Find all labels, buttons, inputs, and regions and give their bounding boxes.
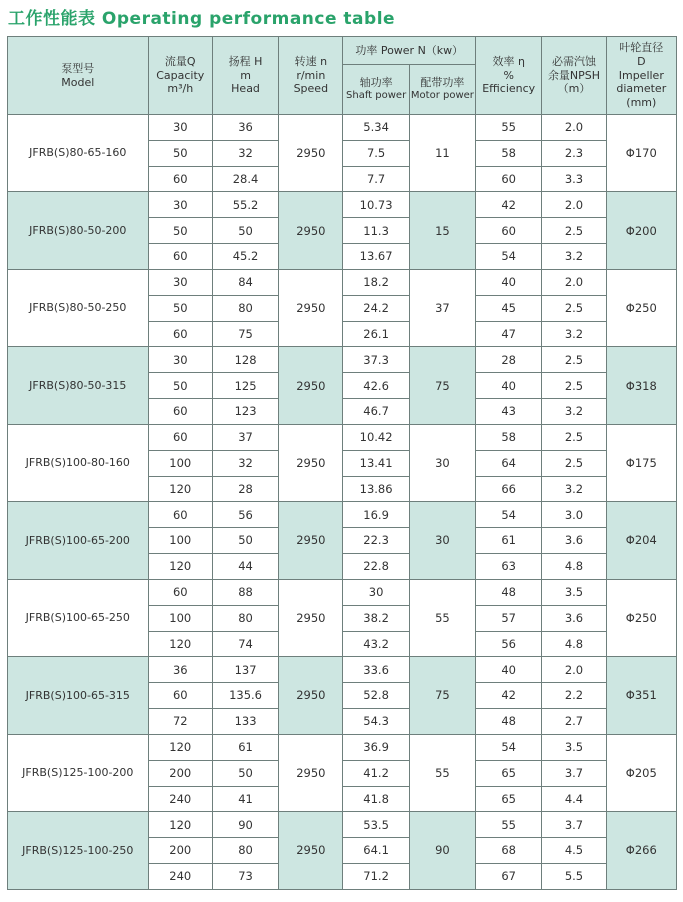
model-cell: JFRB(S)80-50-200 <box>8 192 149 269</box>
impeller-cell: Φ205 <box>606 734 676 811</box>
efficiency-cell: 65 <box>476 786 542 812</box>
motor-power-cell: 15 <box>409 192 475 269</box>
shaft-power-cell: 41.8 <box>343 786 409 812</box>
efficiency-cell: 42 <box>476 683 542 709</box>
header-impeller: 叶轮直径 D Impeller diameter (mm) <box>606 37 676 115</box>
efficiency-cell: 47 <box>476 321 542 347</box>
model-cell: JFRB(S)80-50-315 <box>8 347 149 424</box>
header-shaft-power: 轴功率 Shaft power <box>343 65 409 115</box>
npsh-cell: 2.2 <box>542 683 606 709</box>
speed-cell: 2950 <box>279 192 343 269</box>
impeller-cell: Φ170 <box>606 115 676 192</box>
table-row <box>8 192 677 218</box>
table-row <box>8 579 677 605</box>
efficiency-cell: 58 <box>476 424 542 450</box>
header-power: 功率 Power N（kw） <box>343 37 476 65</box>
shaft-power-cell: 42.6 <box>343 373 409 399</box>
npsh-cell: 3.3 <box>542 166 606 192</box>
npsh-cell: 2.5 <box>542 373 606 399</box>
efficiency-cell: 56 <box>476 631 542 657</box>
capacity-cell: 50 <box>148 140 212 166</box>
efficiency-cell: 55 <box>476 812 542 838</box>
capacity-cell: 240 <box>148 786 212 812</box>
shaft-power-cell: 7.5 <box>343 140 409 166</box>
shaft-power-cell: 53.5 <box>343 812 409 838</box>
npsh-cell: 4.8 <box>542 554 606 580</box>
capacity-cell: 120 <box>148 812 212 838</box>
npsh-cell: 2.5 <box>542 295 606 321</box>
table-row <box>8 734 677 760</box>
efficiency-cell: 43 <box>476 399 542 425</box>
shaft-power-cell: 22.3 <box>343 528 409 554</box>
efficiency-cell: 58 <box>476 140 542 166</box>
shaft-power-cell: 41.2 <box>343 760 409 786</box>
head-cell: 32 <box>212 140 278 166</box>
efficiency-cell: 54 <box>476 734 542 760</box>
efficiency-cell: 60 <box>476 166 542 192</box>
motor-power-cell: 75 <box>409 347 475 424</box>
model-cell: JFRB(S)125-100-250 <box>8 812 149 890</box>
capacity-cell: 120 <box>148 631 212 657</box>
speed-cell: 2950 <box>279 347 343 424</box>
capacity-cell: 30 <box>148 269 212 295</box>
npsh-cell: 2.3 <box>542 140 606 166</box>
model-cell: JFRB(S)100-65-250 <box>8 579 149 656</box>
npsh-cell: 2.5 <box>542 218 606 244</box>
table-row <box>8 269 677 295</box>
motor-power-cell: 30 <box>409 502 475 579</box>
head-cell: 61 <box>212 734 278 760</box>
table-header <box>8 37 677 115</box>
efficiency-cell: 48 <box>476 709 542 735</box>
model-cell: JFRB(S)100-65-315 <box>8 657 149 734</box>
efficiency-cell: 65 <box>476 760 542 786</box>
capacity-cell: 200 <box>148 760 212 786</box>
head-cell: 84 <box>212 269 278 295</box>
npsh-cell: 2.5 <box>542 424 606 450</box>
shaft-power-cell: 43.2 <box>343 631 409 657</box>
efficiency-cell: 42 <box>476 192 542 218</box>
shaft-power-cell: 52.8 <box>343 683 409 709</box>
performance-table <box>7 36 677 890</box>
head-cell: 80 <box>212 838 278 864</box>
npsh-cell: 2.0 <box>542 269 606 295</box>
head-cell: 74 <box>212 631 278 657</box>
speed-cell: 2950 <box>279 657 343 734</box>
head-cell: 32 <box>212 450 278 476</box>
speed-cell: 2950 <box>279 115 343 192</box>
head-cell: 50 <box>212 760 278 786</box>
efficiency-cell: 28 <box>476 347 542 373</box>
capacity-cell: 120 <box>148 476 212 502</box>
impeller-cell: Φ175 <box>606 424 676 501</box>
head-cell: 73 <box>212 864 278 890</box>
npsh-cell: 2.7 <box>542 709 606 735</box>
capacity-cell: 50 <box>148 295 212 321</box>
npsh-cell: 5.5 <box>542 864 606 890</box>
speed-cell: 2950 <box>279 734 343 811</box>
capacity-cell: 30 <box>148 115 212 141</box>
npsh-cell: 2.0 <box>542 657 606 683</box>
shaft-power-cell: 54.3 <box>343 709 409 735</box>
head-cell: 125 <box>212 373 278 399</box>
motor-power-cell: 37 <box>409 269 475 346</box>
motor-power-cell: 90 <box>409 812 475 890</box>
capacity-cell: 50 <box>148 373 212 399</box>
header-model: 泵型号 Model <box>8 37 149 115</box>
shaft-power-cell: 13.41 <box>343 450 409 476</box>
shaft-power-cell: 13.67 <box>343 244 409 270</box>
header-speed: 转速 n r/min Speed <box>279 37 343 115</box>
head-cell: 36 <box>212 115 278 141</box>
head-cell: 44 <box>212 554 278 580</box>
capacity-cell: 60 <box>148 244 212 270</box>
impeller-cell: Φ200 <box>606 192 676 269</box>
head-cell: 41 <box>212 786 278 812</box>
efficiency-cell: 40 <box>476 373 542 399</box>
capacity-cell: 36 <box>148 657 212 683</box>
npsh-cell: 3.2 <box>542 321 606 347</box>
motor-power-cell: 55 <box>409 734 475 811</box>
shaft-power-cell: 36.9 <box>343 734 409 760</box>
shaft-power-cell: 10.42 <box>343 424 409 450</box>
speed-cell: 2950 <box>279 502 343 579</box>
head-cell: 37 <box>212 424 278 450</box>
shaft-power-cell: 33.6 <box>343 657 409 683</box>
efficiency-cell: 64 <box>476 450 542 476</box>
efficiency-cell: 40 <box>476 657 542 683</box>
npsh-cell: 3.6 <box>542 528 606 554</box>
motor-power-cell: 55 <box>409 579 475 656</box>
efficiency-cell: 54 <box>476 502 542 528</box>
shaft-power-cell: 37.3 <box>343 347 409 373</box>
efficiency-cell: 63 <box>476 554 542 580</box>
speed-cell: 2950 <box>279 424 343 501</box>
efficiency-cell: 60 <box>476 218 542 244</box>
capacity-cell: 100 <box>148 605 212 631</box>
shaft-power-cell: 24.2 <box>343 295 409 321</box>
efficiency-cell: 67 <box>476 864 542 890</box>
npsh-cell: 2.0 <box>542 115 606 141</box>
impeller-cell: Φ318 <box>606 347 676 424</box>
head-cell: 28.4 <box>212 166 278 192</box>
npsh-cell: 3.5 <box>542 579 606 605</box>
head-cell: 80 <box>212 295 278 321</box>
npsh-cell: 2.5 <box>542 450 606 476</box>
head-cell: 135.6 <box>212 683 278 709</box>
impeller-cell: Φ351 <box>606 657 676 734</box>
npsh-cell: 3.2 <box>542 399 606 425</box>
efficiency-cell: 40 <box>476 269 542 295</box>
shaft-power-cell: 5.34 <box>343 115 409 141</box>
capacity-cell: 120 <box>148 734 212 760</box>
capacity-cell: 120 <box>148 554 212 580</box>
capacity-cell: 30 <box>148 347 212 373</box>
shaft-power-cell: 22.8 <box>343 554 409 580</box>
capacity-cell: 60 <box>148 321 212 347</box>
efficiency-cell: 57 <box>476 605 542 631</box>
npsh-cell: 4.5 <box>542 838 606 864</box>
npsh-cell: 4.4 <box>542 786 606 812</box>
speed-cell: 2950 <box>279 812 343 890</box>
shaft-power-cell: 38.2 <box>343 605 409 631</box>
capacity-cell: 100 <box>148 450 212 476</box>
impeller-cell: Φ266 <box>606 812 676 890</box>
npsh-cell: 3.5 <box>542 734 606 760</box>
head-cell: 45.2 <box>212 244 278 270</box>
head-cell: 133 <box>212 709 278 735</box>
head-cell: 123 <box>212 399 278 425</box>
table-row <box>8 115 677 141</box>
header-npsh: 必需汽蚀 余量NPSH （m） <box>542 37 606 115</box>
npsh-cell: 3.2 <box>542 476 606 502</box>
header-efficiency: 效率 η % Efficiency <box>476 37 542 115</box>
head-cell: 88 <box>212 579 278 605</box>
motor-power-cell: 30 <box>409 424 475 501</box>
shaft-power-cell: 26.1 <box>343 321 409 347</box>
table-row <box>8 502 677 528</box>
efficiency-cell: 61 <box>476 528 542 554</box>
model-cell: JFRB(S)125-100-200 <box>8 734 149 811</box>
npsh-cell: 3.7 <box>542 812 606 838</box>
table-body <box>8 115 677 890</box>
capacity-cell: 60 <box>148 399 212 425</box>
shaft-power-cell: 16.9 <box>343 502 409 528</box>
capacity-cell: 200 <box>148 838 212 864</box>
capacity-cell: 60 <box>148 579 212 605</box>
impeller-cell: Φ250 <box>606 579 676 656</box>
efficiency-cell: 55 <box>476 115 542 141</box>
head-cell: 56 <box>212 502 278 528</box>
efficiency-cell: 54 <box>476 244 542 270</box>
shaft-power-cell: 64.1 <box>343 838 409 864</box>
capacity-cell: 72 <box>148 709 212 735</box>
header-head: 扬程 H m Head <box>212 37 278 115</box>
npsh-cell: 4.8 <box>542 631 606 657</box>
capacity-cell: 30 <box>148 192 212 218</box>
capacity-cell: 60 <box>148 424 212 450</box>
shaft-power-cell: 18.2 <box>343 269 409 295</box>
motor-power-cell: 11 <box>409 115 475 192</box>
shaft-power-cell: 11.3 <box>343 218 409 244</box>
efficiency-cell: 48 <box>476 579 542 605</box>
header-motor-power: 配带功率 Motor power <box>409 65 475 115</box>
page-title: 工作性能表 Operating performance table <box>8 9 396 29</box>
shaft-power-cell: 7.7 <box>343 166 409 192</box>
table-row <box>8 657 677 683</box>
model-cell: JFRB(S)100-65-200 <box>8 502 149 579</box>
head-cell: 50 <box>212 218 278 244</box>
head-cell: 90 <box>212 812 278 838</box>
shaft-power-cell: 30 <box>343 579 409 605</box>
table-row <box>8 424 677 450</box>
capacity-cell: 60 <box>148 502 212 528</box>
capacity-cell: 50 <box>148 218 212 244</box>
model-cell: JFRB(S)80-50-250 <box>8 269 149 346</box>
npsh-cell: 2.5 <box>542 347 606 373</box>
impeller-cell: Φ250 <box>606 269 676 346</box>
model-cell: JFRB(S)100-80-160 <box>8 424 149 501</box>
speed-cell: 2950 <box>279 269 343 346</box>
speed-cell: 2950 <box>279 579 343 656</box>
npsh-cell: 3.2 <box>542 244 606 270</box>
efficiency-cell: 66 <box>476 476 542 502</box>
efficiency-cell: 45 <box>476 295 542 321</box>
impeller-cell: Φ204 <box>606 502 676 579</box>
shaft-power-cell: 71.2 <box>343 864 409 890</box>
capacity-cell: 60 <box>148 166 212 192</box>
table-row <box>8 347 677 373</box>
head-cell: 50 <box>212 528 278 554</box>
table-row <box>8 812 677 838</box>
head-cell: 128 <box>212 347 278 373</box>
head-cell: 80 <box>212 605 278 631</box>
head-cell: 137 <box>212 657 278 683</box>
head-cell: 55.2 <box>212 192 278 218</box>
head-cell: 28 <box>212 476 278 502</box>
npsh-cell: 3.6 <box>542 605 606 631</box>
efficiency-cell: 68 <box>476 838 542 864</box>
npsh-cell: 2.0 <box>542 192 606 218</box>
npsh-cell: 3.0 <box>542 502 606 528</box>
header-capacity: 流量Q Capacity m³/h <box>148 37 212 115</box>
capacity-cell: 100 <box>148 528 212 554</box>
shaft-power-cell: 46.7 <box>343 399 409 425</box>
shaft-power-cell: 13.86 <box>343 476 409 502</box>
model-cell: JFRB(S)80-65-160 <box>8 115 149 192</box>
capacity-cell: 240 <box>148 864 212 890</box>
npsh-cell: 3.7 <box>542 760 606 786</box>
head-cell: 75 <box>212 321 278 347</box>
capacity-cell: 60 <box>148 683 212 709</box>
motor-power-cell: 75 <box>409 657 475 734</box>
shaft-power-cell: 10.73 <box>343 192 409 218</box>
